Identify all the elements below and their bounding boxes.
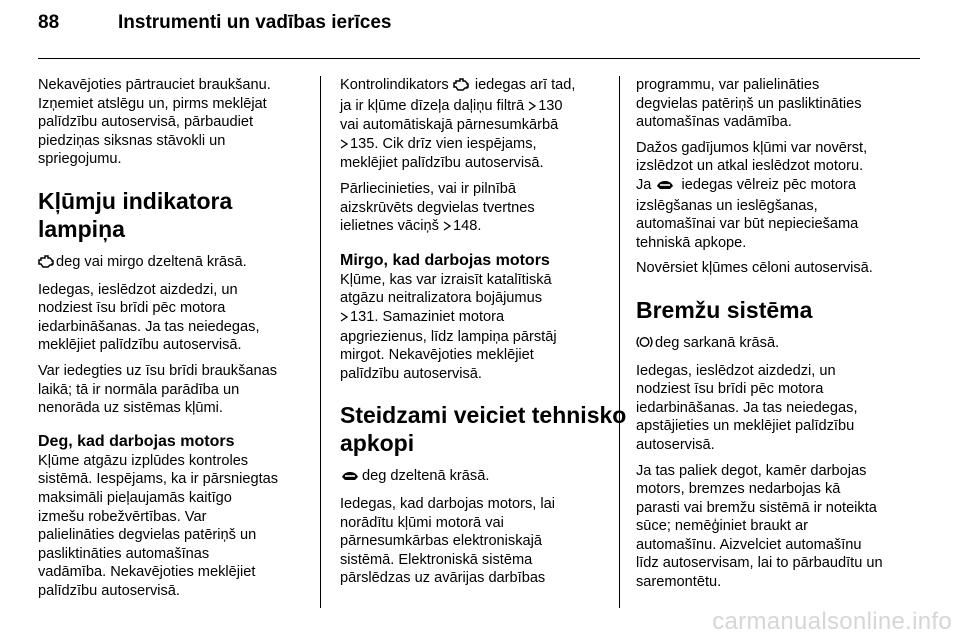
paragraph: Kļūme atgāzu izplūdes kontroles sistēmā. Iespējams, ka ir pārsniegtas maksimāli pieļaujamās kaitīgo izmešu robežvērtības. Var palielināties degvielas patēriņš un pasliktināties automašīnas vadāmība. Nekavējoties meklējiet palīdzību autoservisā. xyxy=(38,452,279,599)
column-divider-2 xyxy=(619,76,620,608)
engine-check-icon xyxy=(453,78,469,97)
subheading-lit-engine-running: Deg, kad darbojas motors xyxy=(38,432,235,450)
page-reference-link[interactable]: 135. Cik drīz vien iespējams, xyxy=(350,135,537,152)
paragraph: Kontrolindikators iedegas arī tad, ja ir kļūme dīzeļa daļiņu filtrā 130 vai automātiskajā pārnesumkārbā 135. Cik drīz vien iespējams, meklējiet palīdzību autoservisā. xyxy=(340,77,576,172)
paragraph: Ja tas paliek degot, kamēr darbojas motors, bremzes nedarbojas kā parasti vai bremžu sistēmā ir noteikta sūce; nemēģiniet braukt ar automašīnu. Aizvelciet automašīnu līdz autoservisam, lai to pārbaudītu un saremontētu. xyxy=(636,462,883,591)
header-divider xyxy=(38,58,920,59)
page-reference-icon xyxy=(528,98,536,117)
lamp-color-text: deg vai mirgo dzeltenā krāsā. xyxy=(38,253,308,274)
section-heading-brake-system: Bremžu sistēma xyxy=(636,296,813,323)
page-reference-icon xyxy=(443,218,451,237)
page-reference-link[interactable]: 130 xyxy=(538,97,563,114)
column-divider-1 xyxy=(320,76,321,608)
paragraph: Kļūme, kas var izraisīt katalītiskā atgāzu neitralizatora bojājumus 131. Samaziniet motora apgriezienus, līdz lampiņa pārstāj mirgot. Nekavējoties meklējiet palīdzību autoservisā. xyxy=(340,271,557,382)
service-color-text: deg dzeltenā krāsā. xyxy=(340,467,608,488)
paragraph: Iedegas, ieslēdzot aizdedzi, un nodziest īsu brīdi pēc motora iedarbināšanas. Ja tas neiedegas, meklējiet palīdzību autoservisā. xyxy=(38,281,260,354)
paragraph: Pārliecinieties, vai ir pilnībā aizskrūvēts degvielas tvertnes ielietnes vāciņš 148. xyxy=(340,180,608,237)
paragraph: Novērsiet kļūmes cēloni autoservisā. xyxy=(636,260,873,277)
brake-warning-icon xyxy=(636,335,653,355)
column-1 xyxy=(38,76,308,607)
page-reference-link[interactable]: 131. Samaziniet motora xyxy=(350,308,505,325)
page-reference-icon xyxy=(340,136,348,155)
engine-check-icon xyxy=(38,255,54,274)
brake-color-text: deg sarkanā krāsā. xyxy=(636,334,906,355)
section-heading-malfunction-lamp: Kļūmju indikatora lampiņa xyxy=(38,187,233,242)
paragraph: Iedegas, kad darbojas motors, lai norādītu kļūmi motorā vai pārnesumkārbas elektroniskajā sistēmā. Elektroniskā sistēma pārslēdzas uz avārijas darbības xyxy=(340,495,555,587)
paragraph: Dažos gadījumos kļūmi var novērst, izslēdzot un atkal ieslēdzot motoru. Ja iedegas vēlreiz pēc motora izslēgšanas un ieslēgšanas, automašīnai var būt nepieciešama tehniskā apkope. xyxy=(636,139,868,251)
wrench-car-icon xyxy=(340,469,360,488)
page-reference-link[interactable]: 148. xyxy=(453,218,482,235)
page-reference-icon xyxy=(340,309,348,328)
page-title: Instrumenti un vadības ierīces xyxy=(118,12,392,33)
watermark: carmanualsonline.info xyxy=(712,608,952,635)
section-heading-service-vehicle: Steidzami veiciet tehnisko apkopi xyxy=(340,402,627,457)
paragraph: Var iedegties uz īsu brīdi braukšanas laikā; tā ir normāla parādība un nenorāda uz sistēmas kļūmi. xyxy=(38,362,278,417)
intro-paragraph: Nekavējoties pārtrauciet braukšanu. Izņemiet atslēgu un, pirms meklējat palīdzību autoservisā, pārbaudiet piedziņas siksnas stāvokli un spriegojumu. xyxy=(38,77,271,168)
column-2 xyxy=(340,76,627,595)
paragraph: programmu, var palielināties degvielas patēriņš un pasliktināties automašīnas vadāmība. xyxy=(636,77,862,131)
subheading-flashing-engine-running: Mirgo, kad darbojas motors xyxy=(340,251,550,269)
column-3 xyxy=(636,76,906,599)
wrench-car-icon xyxy=(655,178,675,197)
page-number: 88 xyxy=(38,12,60,33)
paragraph: Iedegas, ieslēdzot aizdedzi, un nodziest īsu brīdi pēc motora iedarbināšanas. Ja tas neiedegas, apstājieties un meklējiet palīdzību autoservisā. xyxy=(636,362,858,453)
page-header xyxy=(38,12,391,42)
